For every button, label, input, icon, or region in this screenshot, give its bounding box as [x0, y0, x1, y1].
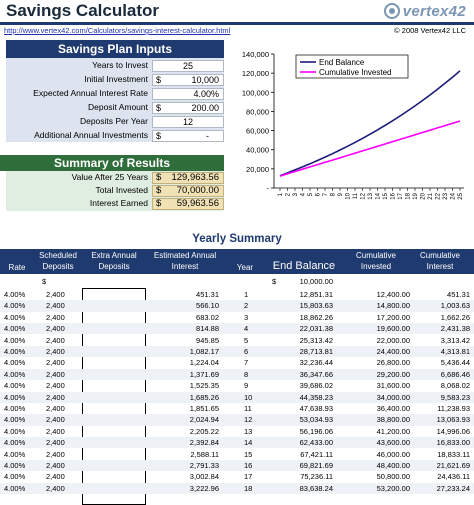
cell-year: 11 — [244, 404, 252, 413]
cell-end: 22,031.38 — [299, 324, 333, 334]
cell-rate: 4.00% — [4, 369, 26, 379]
cell-end: 67,421.11 — [300, 449, 333, 459]
cell-end: 36,347.66 — [299, 369, 333, 379]
cell-cint: 18,833.11 — [437, 449, 470, 459]
cell-cint: 13,063.93 — [436, 415, 470, 425]
cell-year: 10 — [244, 392, 253, 402]
table-row — [0, 414, 474, 425]
logo-icon — [384, 3, 400, 19]
cell-end: 18,862.26 — [299, 312, 333, 322]
cell-dep: 2,400 — [46, 438, 65, 448]
results-header: Summary of Results — [0, 155, 224, 171]
cell-end: 47,638.93 — [299, 404, 333, 413]
cell-int: 1,224.04 — [189, 358, 219, 368]
y-tick-label: 80,000 — [246, 107, 269, 117]
cell-cint: 451.31 — [447, 290, 470, 299]
cell-year: 15 — [244, 449, 253, 459]
y-tick-label: 140,000 — [241, 50, 269, 59]
x-tick-label: 14 — [375, 193, 382, 200]
cell-dep: 2,400 — [46, 324, 65, 334]
col-header-scheduled: Scheduled — [39, 251, 77, 260]
seed-currency-2: $ — [272, 277, 277, 286]
x-tick-label: 15 — [383, 193, 389, 200]
legend-label: End Balance — [319, 58, 365, 67]
seed-balance: 10,000.00 — [299, 277, 333, 286]
x-tick-label: 6 — [315, 193, 322, 197]
cell-dep: 2,400 — [46, 472, 65, 482]
cell-ci: 12,400.00 — [376, 290, 410, 299]
cell-end: 75,236.11 — [300, 472, 333, 482]
copyright-text: © 2008 Vertex42 LLC — [394, 26, 466, 35]
cell-rate: 4.00% — [4, 415, 26, 425]
cell-year: 8 — [244, 369, 249, 379]
cell-cint: 27,233.24 — [436, 483, 470, 493]
result-label: Interest Earned — [89, 198, 148, 208]
cell-cint: 9,583.23 — [440, 392, 470, 402]
years-input[interactable]: 25 — [152, 60, 224, 72]
cell-ci: 14,800.00 — [376, 301, 410, 311]
x-tick-label: 24 — [450, 193, 457, 200]
cell-ci: 31,600.00 — [376, 381, 410, 391]
cell-rate: 4.00% — [4, 381, 26, 391]
table-row — [0, 289, 474, 300]
x-tick-label: 23 — [443, 193, 449, 200]
input-label: Expected Annual Interest Rate — [33, 88, 148, 98]
cell-int: 2,588.11 — [190, 449, 219, 459]
cell-ci: 17,200.00 — [376, 312, 410, 322]
chart-svg — [230, 46, 470, 214]
cell-end: 28,713.81 — [299, 347, 333, 356]
inputs-header: Savings Plan Inputs — [6, 40, 224, 58]
cell-rate: 4.00% — [4, 461, 26, 470]
y-tick-label: 120,000 — [241, 69, 269, 79]
deposits-per-year-input[interactable]: 12 — [152, 116, 224, 128]
cell-ci: 26,800.00 — [376, 358, 410, 368]
col-header-cum-invested-2: Invested — [360, 262, 392, 271]
cell-cint: 11,238.93 — [437, 404, 470, 413]
cell-year: 14 — [244, 438, 253, 448]
cell-rate: 4.00% — [4, 301, 26, 311]
input-row-deposit — [6, 101, 224, 114]
cell-year: 9 — [244, 381, 249, 391]
balance-chart — [230, 46, 470, 214]
cell-rate: 4.00% — [4, 404, 26, 413]
x-tick-label: 11 — [353, 193, 359, 200]
input-label: Additional Annual Investments — [34, 130, 148, 140]
input-row-rate — [6, 87, 224, 100]
x-tick-label: 12 — [360, 193, 367, 200]
input-row-deposits-per-year — [6, 115, 224, 128]
table-row — [0, 403, 474, 414]
cell-cint: 16,833.00 — [436, 438, 470, 448]
cell-dep: 2,400 — [46, 347, 65, 356]
cell-year: 1 — [244, 290, 249, 299]
cell-end: 39,686.02 — [299, 381, 333, 391]
input-row-additional — [6, 129, 224, 142]
cell-end: 53,034.93 — [299, 415, 333, 425]
x-tick-label: 4 — [300, 193, 307, 197]
table-row — [0, 437, 474, 448]
cell-int: 451.31 — [196, 290, 219, 299]
cell-end: 44,358.23 — [299, 392, 333, 402]
cell-int: 2,205.22 — [189, 426, 219, 436]
x-tick-label: 3 — [293, 193, 299, 197]
cell-int: 1,851.65 — [189, 404, 219, 413]
x-tick-label: 1 — [278, 193, 284, 197]
final-value-output: $ 129,963.56 — [152, 172, 224, 184]
cell-cint: 4,313.81 — [440, 347, 470, 356]
cell-ci: 34,000.00 — [376, 392, 410, 402]
cell-rate: 4.00% — [4, 449, 26, 459]
seed-row — [0, 277, 474, 288]
col-header-cum-interest: Cumulative — [419, 251, 460, 260]
cell-rate: 4.00% — [4, 324, 26, 334]
cell-rate: 4.00% — [4, 438, 26, 448]
cell-int: 566.10 — [196, 301, 219, 311]
table-row — [0, 380, 474, 391]
table-row — [0, 323, 474, 334]
cell-cint: 1,003.63 — [440, 301, 470, 311]
cell-dep: 2,400 — [46, 392, 65, 402]
table-row — [0, 312, 474, 323]
cell-rate: 4.00% — [4, 335, 26, 345]
cell-year: 17 — [244, 472, 253, 482]
cell-end: 83,638.24 — [299, 483, 333, 493]
cell-int: 3,222.96 — [189, 483, 219, 493]
cell-end: 12,851.31 — [299, 290, 333, 299]
initial-investment-input[interactable]: $ 10,000 — [152, 74, 224, 86]
cell-dep: 2,400 — [46, 426, 65, 436]
x-tick-label: 8 — [330, 193, 337, 197]
cell-year: 2 — [244, 301, 249, 311]
col-header-est-interest-2: Interest — [171, 262, 199, 271]
col-header-year: Year — [236, 263, 254, 272]
cell-int: 814.88 — [196, 324, 219, 334]
cell-end: 25,313.42 — [299, 335, 333, 345]
col-header-cum-invested: Cumulative — [355, 251, 396, 260]
input-row-initial — [6, 73, 224, 86]
deposit-amount-input[interactable]: $ 200.00 — [152, 102, 224, 114]
input-label: Years to Invest — [92, 60, 148, 70]
x-tick-label: 9 — [338, 193, 344, 197]
cell-dep: 2,400 — [46, 335, 65, 345]
series-line-1 — [280, 121, 460, 176]
cell-ci: 50,800.00 — [376, 472, 410, 482]
cell-ci: 36,400.00 — [376, 404, 410, 413]
table-row — [0, 335, 474, 346]
col-header-extra-2: Deposits — [98, 262, 130, 271]
cell-year: 16 — [244, 461, 253, 470]
input-label: Deposit Amount — [87, 102, 148, 112]
result-row-value — [6, 171, 224, 184]
cell-cint: 5,436.44 — [440, 358, 470, 368]
cell-dep: 2,400 — [46, 381, 65, 391]
legend-label: Cumulative Invested — [319, 68, 392, 77]
cell-dep: 2,400 — [46, 461, 65, 470]
cell-rate: 4.00% — [4, 347, 26, 356]
table-row — [0, 346, 474, 357]
cell-cint: 3,313.42 — [440, 335, 470, 345]
x-tick-label: 18 — [405, 193, 412, 200]
col-header-cum-interest-2: Interest — [426, 262, 454, 271]
x-tick-label: 2 — [285, 193, 292, 197]
table-row — [0, 392, 474, 403]
cell-rate: 4.00% — [4, 392, 26, 402]
cell-rate: 4.00% — [4, 290, 26, 299]
cell-int: 1,371.69 — [189, 369, 219, 379]
col-header-scheduled-2: Deposits — [42, 262, 74, 271]
source-link[interactable]: http://www.vertex42.com/Calculators/savings-interest-calculator.html — [4, 26, 231, 35]
inputs-panel — [6, 58, 224, 142]
cell-end: 69,821.69 — [299, 461, 333, 470]
x-tick-label: 13 — [368, 193, 374, 200]
x-tick-label: 21 — [428, 193, 434, 200]
cell-int: 2,791.33 — [189, 461, 219, 470]
cell-year: 18 — [244, 483, 253, 493]
cell-int: 1,685.26 — [189, 392, 219, 402]
cell-int: 2,024.94 — [189, 415, 219, 425]
x-tick-label: 5 — [308, 193, 314, 197]
x-tick-label: 19 — [413, 193, 419, 200]
cell-rate: 4.00% — [4, 358, 26, 368]
interest-rate-input[interactable]: 4.00% — [152, 88, 224, 100]
table-row — [0, 426, 474, 437]
cell-ci: 38,800.00 — [376, 415, 410, 425]
cell-ci: 24,400.00 — [376, 347, 410, 356]
x-tick-label: 17 — [398, 193, 404, 200]
result-row-interest — [6, 197, 224, 210]
cell-year: 13 — [244, 426, 253, 436]
x-tick-label: 16 — [390, 193, 397, 200]
series-line-0 — [280, 71, 460, 176]
summary-table-header — [0, 249, 474, 274]
cell-int: 945.85 — [196, 335, 219, 345]
cell-cint: 24,436.11 — [437, 472, 470, 482]
col-header-end-balance: End Balance — [272, 260, 336, 272]
cell-dep: 2,400 — [46, 358, 65, 368]
input-label: Deposits Per Year — [79, 116, 148, 126]
cell-end: 15,803.63 — [299, 301, 333, 311]
cell-int: 683.02 — [196, 312, 219, 322]
cell-dep: 2,400 — [46, 483, 65, 493]
cell-end: 32,236.44 — [299, 358, 333, 368]
x-tick-label: 25 — [458, 193, 464, 200]
cell-dep: 2,400 — [46, 301, 65, 311]
x-tick-label: 10 — [345, 193, 352, 200]
page-title: Savings Calculator — [6, 1, 160, 20]
cell-year: 5 — [244, 335, 249, 345]
interest-earned-output: $ 59,963.56 — [152, 198, 224, 210]
cell-ci: 41,200.00 — [376, 426, 410, 436]
table-row — [0, 449, 474, 460]
vertex42-logo — [384, 2, 466, 20]
cell-int: 1,082.17 — [189, 347, 219, 356]
cell-dep: 2,400 — [46, 290, 65, 299]
title-bar — [0, 0, 474, 22]
y-tick-label: 40,000 — [246, 145, 269, 155]
table-row — [0, 460, 474, 471]
input-label: Initial Investment — [84, 74, 148, 84]
cell-dep: 2,400 — [46, 449, 65, 459]
table-row — [0, 369, 474, 380]
header-divider — [0, 22, 474, 25]
cell-ci: 43,600.00 — [376, 438, 410, 448]
cell-cint: 2,431.38 — [440, 324, 470, 334]
cell-cint: 21,621.69 — [436, 461, 470, 470]
cell-rate: 4.00% — [4, 426, 26, 436]
table-row — [0, 471, 474, 482]
results-panel — [6, 171, 224, 211]
cell-cint: 8,068.02 — [440, 381, 470, 391]
result-label: Total Invested — [95, 185, 148, 195]
cell-year: 12 — [244, 415, 253, 425]
cell-year: 7 — [244, 358, 249, 368]
cell-dep: 2,400 — [46, 369, 65, 379]
x-tick-label: 7 — [323, 193, 329, 197]
table-row — [0, 300, 474, 311]
cell-dep: 2,400 — [46, 312, 65, 322]
cell-dep: 2,400 — [46, 415, 65, 425]
yearly-summary-title: Yearly Summary — [192, 233, 282, 245]
cell-int: 2,392.84 — [189, 438, 219, 448]
seed-currency: $ — [42, 277, 47, 286]
col-header-extra: Extra Annual — [91, 251, 137, 260]
cell-int: 3,002.84 — [189, 472, 219, 482]
y-tick-label: - — [266, 184, 269, 193]
cell-cint: 1,662.26 — [440, 312, 470, 322]
total-invested-output: $ 70,000.00 — [152, 185, 224, 197]
x-tick-label: 22 — [435, 193, 442, 200]
cell-year: 6 — [244, 347, 249, 356]
additional-investments-input[interactable]: $ - — [152, 130, 224, 142]
cell-cint: 6,686.46 — [440, 369, 470, 379]
table-row — [0, 483, 474, 494]
result-row-invested — [6, 184, 224, 197]
cell-end: 62,433.00 — [299, 438, 333, 448]
cell-ci: 48,400.00 — [376, 461, 410, 470]
col-header-rate: Rate — [8, 263, 26, 272]
cell-ci: 29,200.00 — [376, 369, 410, 379]
cell-end: 56,196.06 — [299, 426, 333, 436]
cell-year: 4 — [244, 324, 249, 334]
y-tick-label: 100,000 — [241, 88, 269, 98]
y-tick-label: 20,000 — [246, 164, 269, 174]
col-header-est-interest: Estimated Annual — [153, 251, 217, 260]
cell-ci: 53,200.00 — [376, 483, 410, 493]
cell-ci: 19,600.00 — [376, 324, 410, 334]
cell-rate: 4.00% — [4, 472, 26, 482]
x-tick-label: 20 — [420, 193, 427, 200]
cell-int: 1,525.35 — [189, 381, 219, 391]
cell-dep: 2,400 — [46, 404, 65, 413]
cell-year: 3 — [244, 312, 249, 322]
cell-cint: 14,996.06 — [436, 426, 470, 436]
logo-text: vertex42 — [402, 2, 466, 20]
result-label: Value After 25 Years — [71, 172, 148, 182]
cell-ci: 22,000.00 — [376, 335, 410, 345]
table-row — [0, 357, 474, 368]
input-row-years — [6, 59, 224, 72]
cell-rate: 4.00% — [4, 483, 26, 493]
cell-rate: 4.00% — [4, 312, 26, 322]
y-tick-label: 60,000 — [246, 126, 269, 136]
cell-ci: 46,000.00 — [376, 449, 410, 459]
